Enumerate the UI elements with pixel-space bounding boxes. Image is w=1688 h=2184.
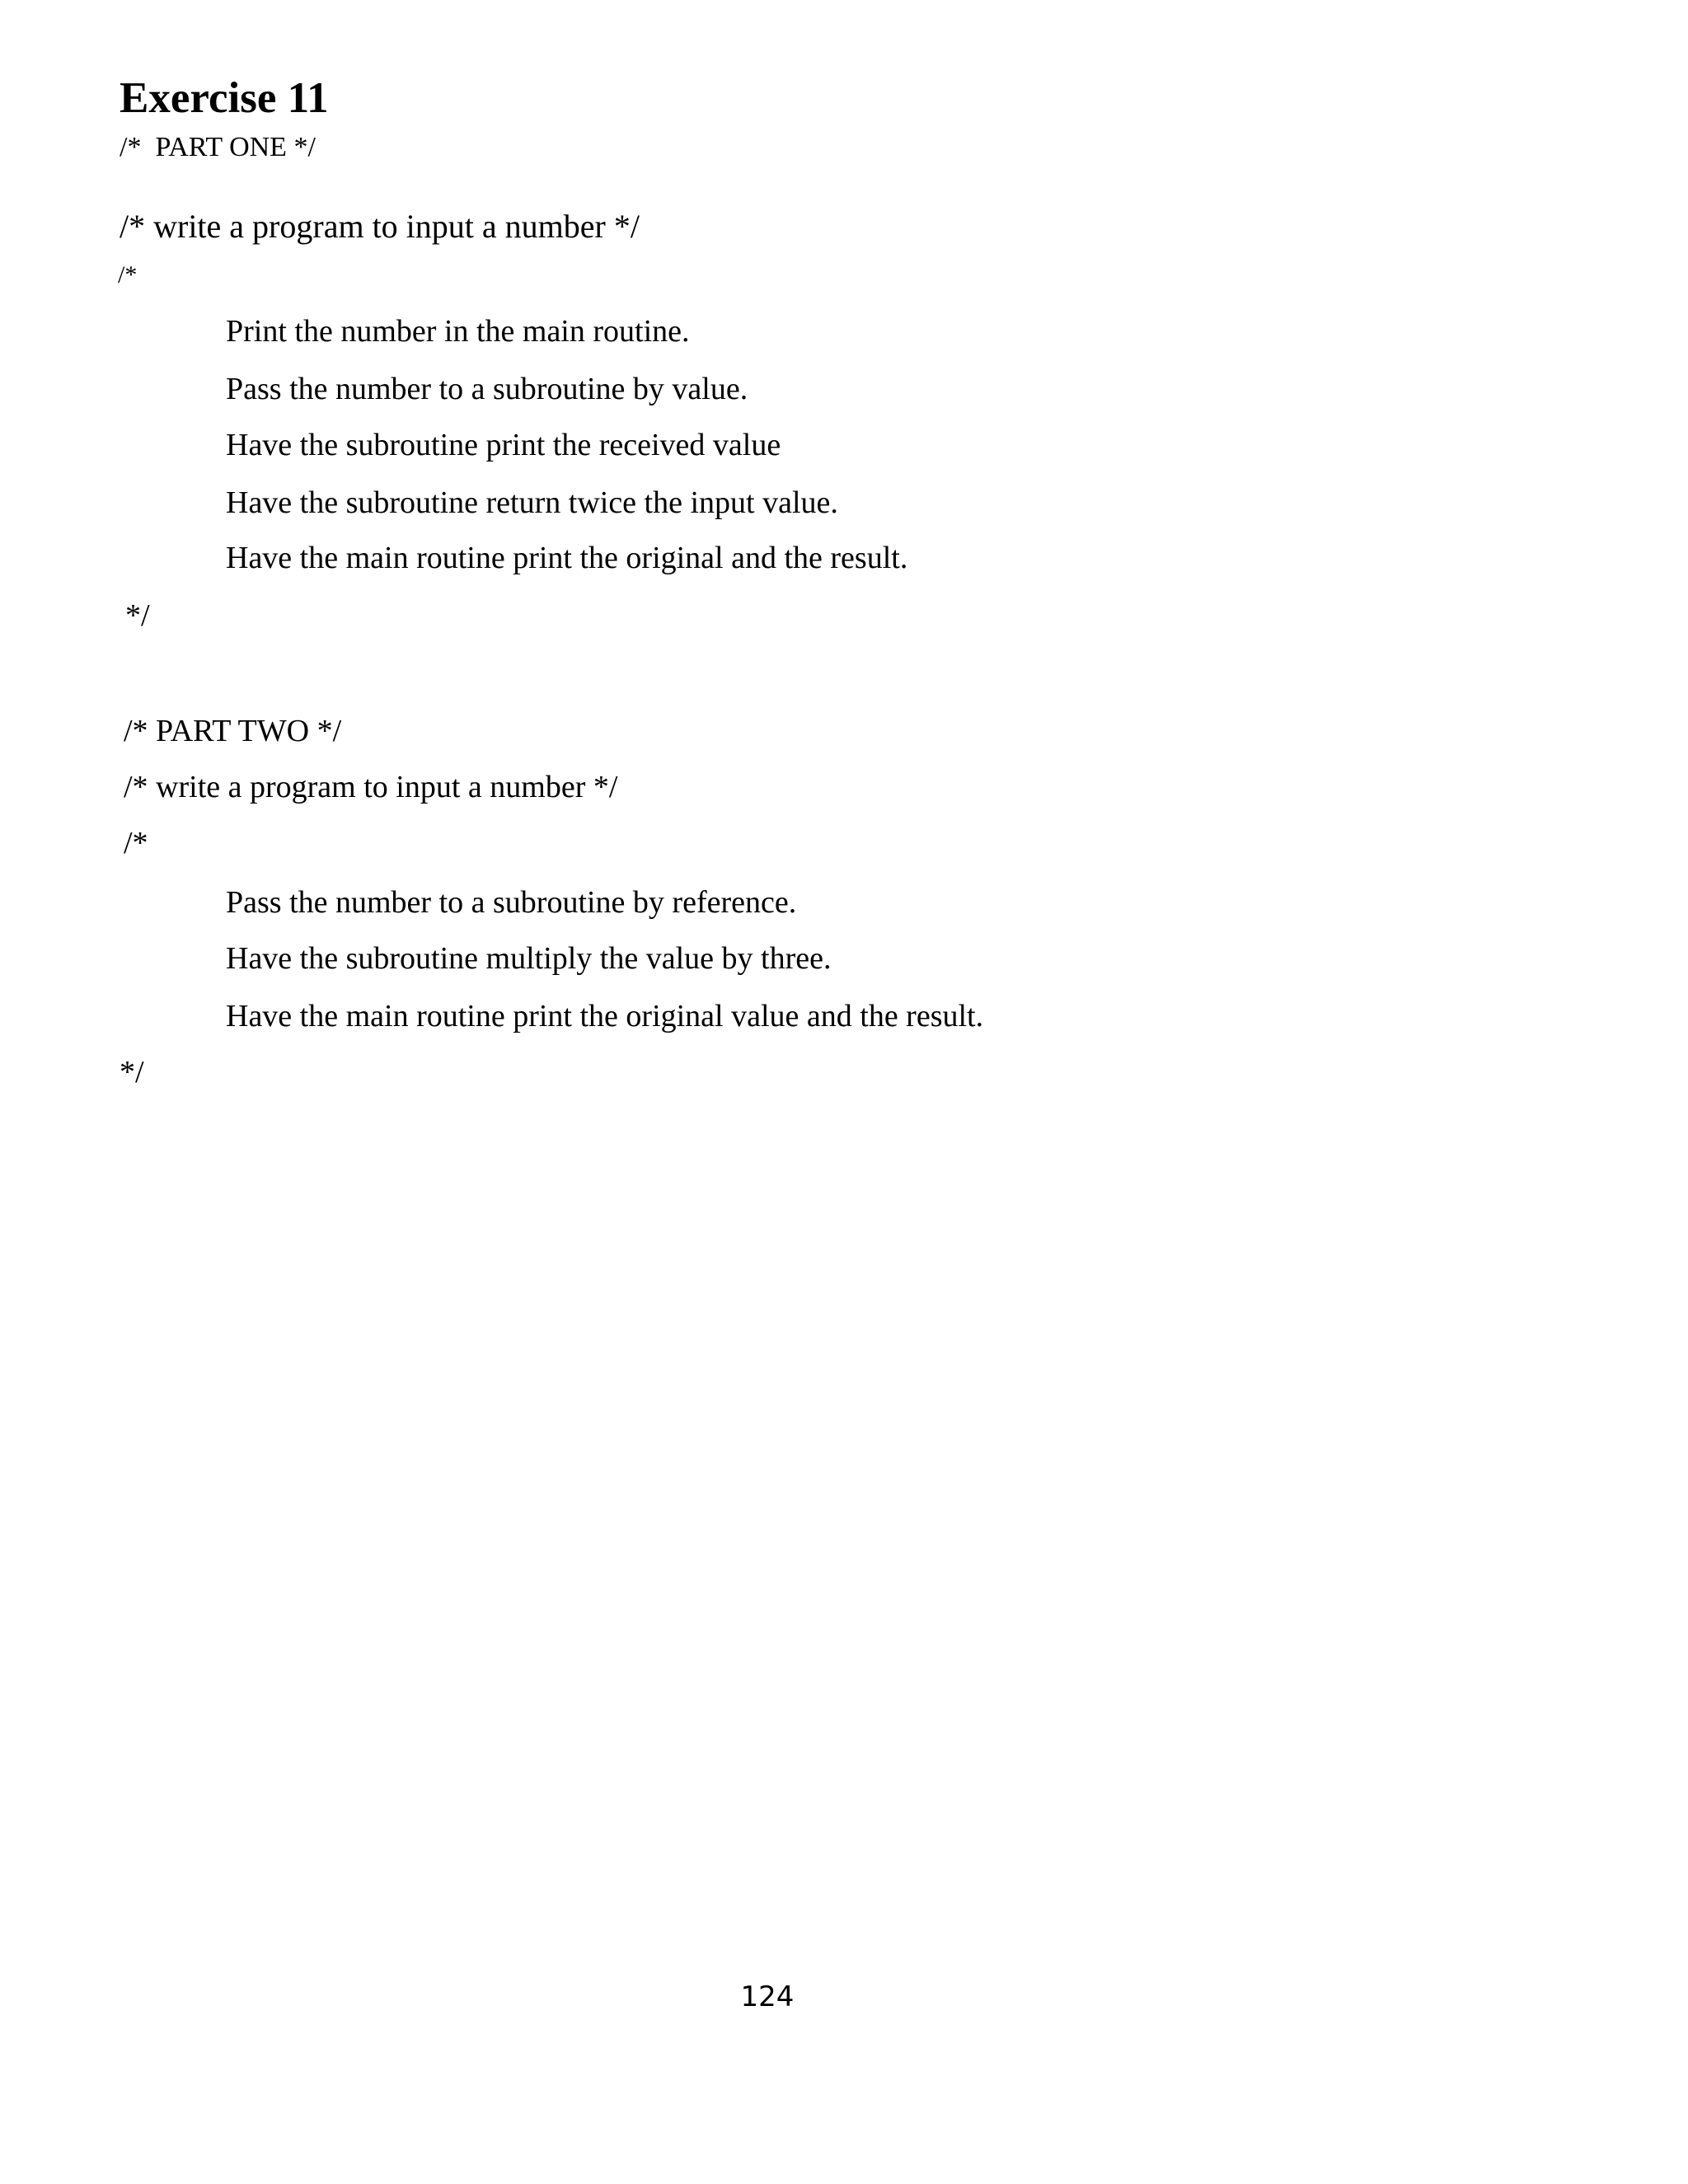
page-number: 124 (740, 1980, 795, 2013)
part-two-step: Have the subroutine multiply the value by three. (226, 941, 832, 976)
part-two-step: Pass the number to a subroutine by reference. (226, 885, 797, 920)
exercise-title: Exercise 11 (120, 74, 329, 122)
part-one-step: Have the subroutine print the received value (226, 428, 781, 462)
part-two-step: Have the main routine print the original value and the result. (226, 999, 984, 1033)
part-two-intro: /* write a program to input a number */ (124, 770, 618, 804)
part-one-intro: /* write a program to input a number */ (120, 208, 640, 245)
part-one-step: Pass the number to a subroutine by value. (226, 372, 748, 406)
part-one-step: Have the main routine print the original and the result. (226, 541, 908, 575)
part-two-comment-close: */ (120, 1055, 144, 1090)
part-one-step: Print the number in the main routine. (226, 314, 690, 349)
part-one-comment-close: */ (125, 598, 150, 633)
part-two-comment-open: /* (124, 826, 148, 860)
part-one-heading: /* PART ONE */ (120, 132, 316, 162)
part-one-comment-open: /* (118, 261, 138, 288)
part-two-heading: /* PART TWO */ (124, 714, 342, 748)
part-one-step: Have the subroutine return twice the input value. (226, 485, 838, 520)
